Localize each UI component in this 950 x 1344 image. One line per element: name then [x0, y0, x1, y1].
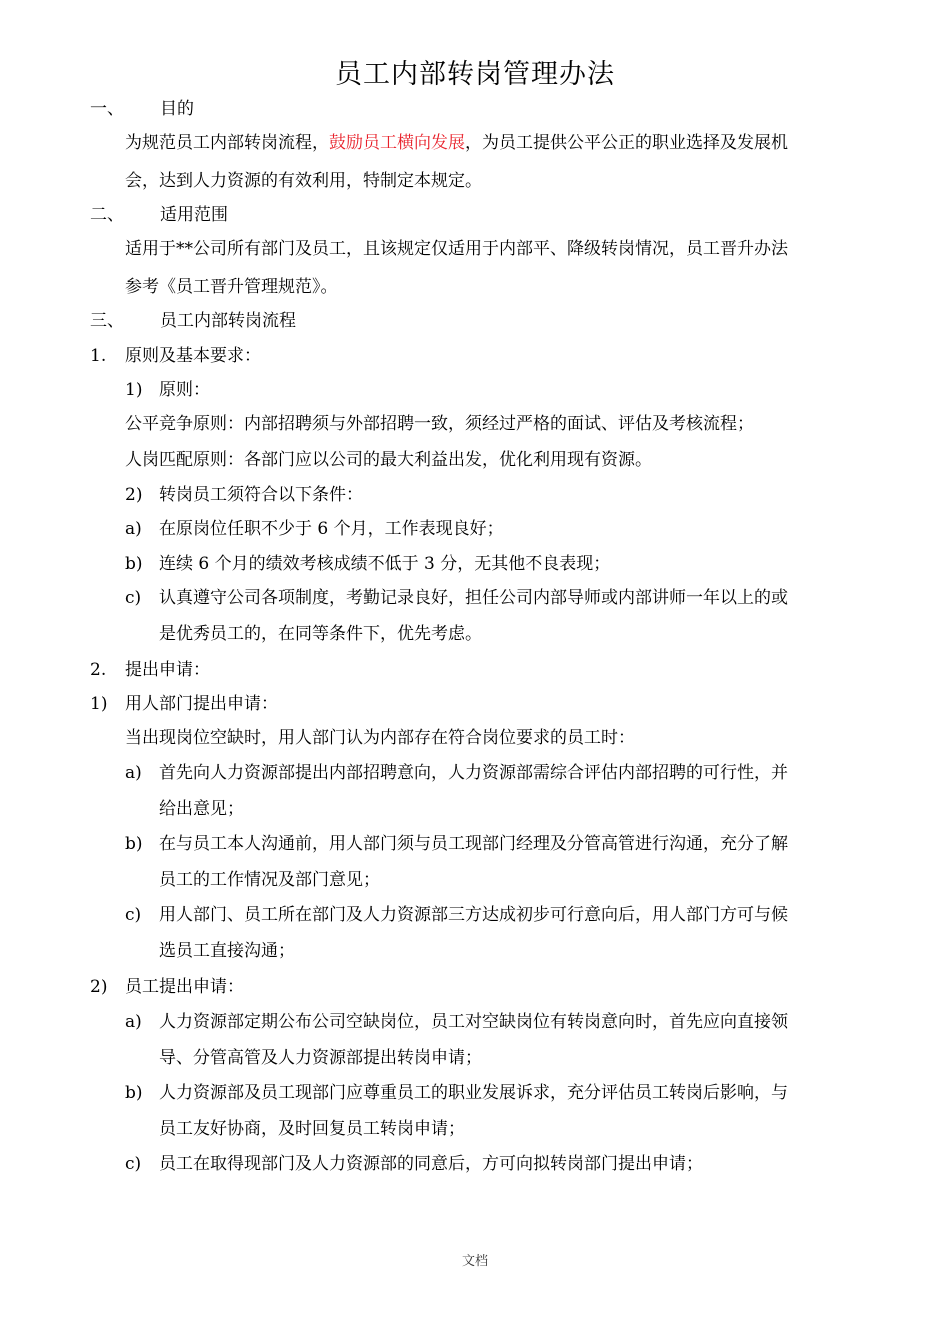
document-title: 员工内部转岗管理办法	[335, 59, 615, 90]
section-1-paragraph	[125, 132, 788, 154]
sec2-item-1-a: a) 首先向人力资源部提出内部招聘意向，人力资源部需综合评估内部招聘的可行性，并	[125, 763, 788, 783]
section-1-text-highlight: 鼓励员工横向发展	[329, 133, 465, 153]
sec2-item-1: 1) 用人部门提出申请：	[90, 694, 278, 714]
section-3-heading	[90, 310, 296, 332]
section-1-heading	[90, 98, 194, 120]
sec1-principle-1: 公平竞争原则：内部招聘须与外部招聘一致，须经过严格的面试、评估及考核流程；	[125, 414, 754, 434]
section-2-paragraph-cont: 参考《员工晋升管理规范》。	[125, 277, 338, 297]
sec2-item-1-c: c) 用人部门、员工所在部门及人力资源部三方达成初步可行意向后，用人部门方可与候	[125, 905, 788, 925]
sec2-item-1-c-cont: 选员工直接沟通；	[159, 941, 295, 961]
sec1-principle-2: 人岗匹配原则：各部门应以公司的最大利益出发，优化利用现有资源。	[125, 450, 652, 470]
section-3-title: 员工内部转岗流程	[160, 311, 296, 331]
sec2-item-2-c: c) 员工在取得现部门及人力资源部的同意后，方可向拟转岗部门提出申请；	[125, 1154, 703, 1174]
sec2-item-2: 2) 员工提出申请：	[90, 977, 244, 997]
page-footer: 文档	[461, 1254, 488, 1269]
sec2-item-1-intro: 当出现岗位空缺时，用人部门认为内部存在符合岗位要求的员工时：	[125, 728, 635, 748]
sec1-item-1: 1) 原则：	[125, 380, 210, 400]
sec1-item-2: 2) 转岗员工须符合以下条件：	[125, 485, 363, 505]
sec2-item-2-b-cont: 员工友好协商，及时回复员工转岗申请；	[159, 1119, 465, 1139]
sec1-condition-c-cont: 是优秀员工的，在同等条件下，优先考虑。	[159, 624, 482, 644]
sec1-condition-b: b) 连续 6 个月的绩效考核成绩不低于 3 分，无其他不良表现；	[125, 554, 611, 574]
section-2-title: 适用范围	[160, 205, 228, 225]
section-3-marker: 三、	[90, 311, 124, 331]
subsection-2-marker: 2.	[90, 660, 107, 680]
section-1-text-post: ，为员工提供公平公正的职业选择及发展机	[465, 133, 788, 153]
section-2-heading	[90, 204, 228, 226]
sec2-item-1-a-cont: 给出意见；	[159, 799, 244, 819]
sec2-item-2-b: b) 人力资源部及员工现部门应尊重员工的职业发展诉求，充分评估员工转岗后影响，与	[125, 1083, 788, 1103]
subsection-1-marker: 1.	[90, 346, 107, 366]
section-2-marker: 二、	[90, 205, 124, 225]
sec2-item-2-a: a) 人力资源部定期公布公司空缺岗位，员工对空缺岗位有转岗意向时，首先应向直接领	[125, 1012, 788, 1032]
sec1-condition-a: a) 在原岗位任职不少于 6 个月，工作表现良好；	[125, 519, 504, 539]
section-2-paragraph: 适用于**公司所有部门及员工，且该规定仅适用于内部平、降级转岗情况，员工晋升办法	[125, 239, 788, 259]
sec2-item-1-b: b) 在与员工本人沟通前，用人部门须与员工现部门经理及分管高管进行沟通，充分了解	[125, 834, 788, 854]
section-1-text-pre: 为规范员工内部转岗流程，	[125, 133, 329, 153]
section-1-paragraph-cont: 会，达到人力资源的有效利用，特制定本规定。	[125, 171, 482, 191]
sec1-condition-c: c) 认真遵守公司各项制度，考勤记录良好，担任公司内部导师或内部讲师一年以上的或	[125, 588, 788, 608]
subsection-2-heading: 2. 提出申请：	[90, 660, 210, 680]
sec2-item-1-b-cont: 员工的工作情况及部门意见；	[159, 870, 380, 890]
section-1-title: 目的	[160, 99, 194, 119]
sec2-item-2-a-cont: 导、分管高管及人力资源部提出转岗申请；	[159, 1048, 482, 1068]
subsection-1-heading: 1. 原则及基本要求：	[90, 346, 261, 366]
section-1-marker: 一、	[90, 99, 124, 119]
